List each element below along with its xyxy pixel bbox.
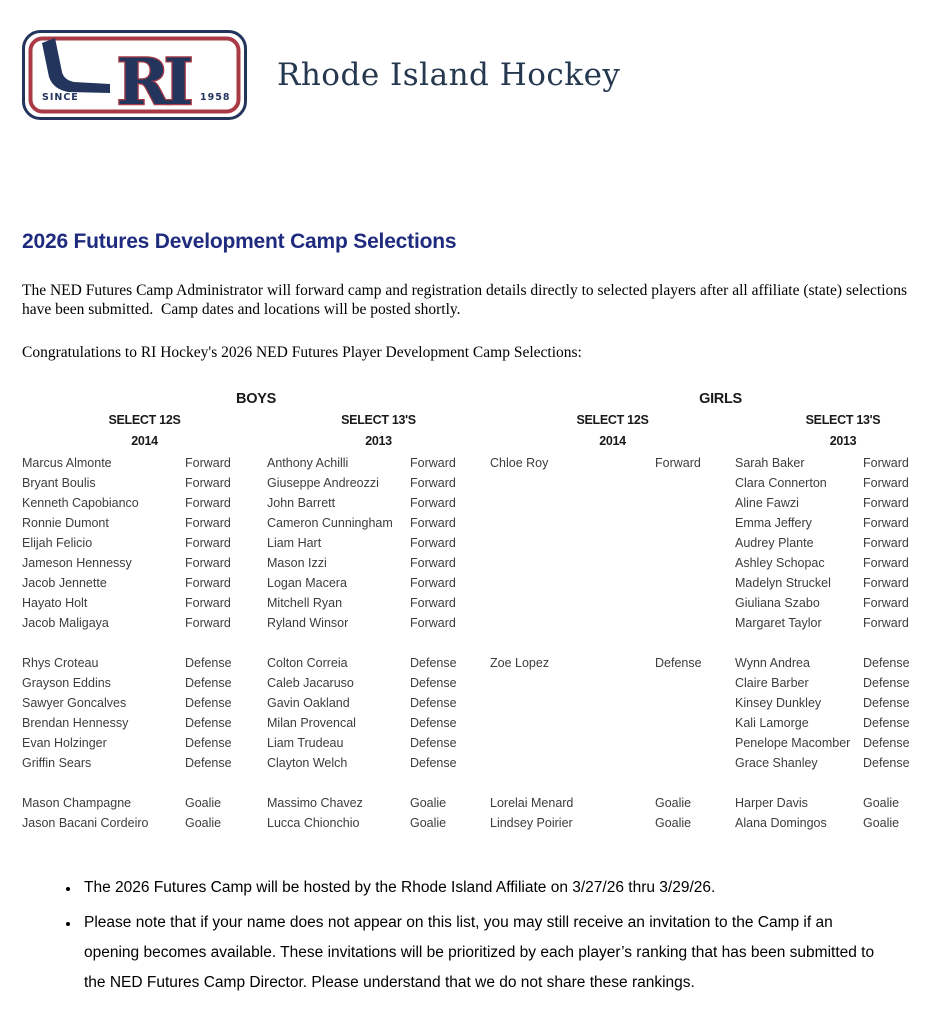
player-position: Forward bbox=[863, 536, 909, 550]
player-name: Kinsey Dunkley bbox=[735, 696, 822, 710]
player-position: Defense bbox=[863, 696, 910, 710]
player-position: Defense bbox=[185, 676, 232, 690]
player-name: Massimo Chavez bbox=[267, 796, 363, 810]
brand-wordmark: Rhode Island Hockey bbox=[277, 57, 621, 93]
player-position: Goalie bbox=[410, 796, 447, 810]
player-name: Ashley Schopac bbox=[735, 556, 825, 570]
player-name: Aline Fawzi bbox=[735, 496, 799, 510]
player-position: Forward bbox=[185, 496, 231, 510]
note-invitations: • Please note that if your name does not appear on this list, you may still receive an invitation to the Camp if an opening becomes available. These invitations will be prioritized by each player’s ranking that has been submitted to the NED Futures Camp Director. Please understand that we do not share these rankings. bbox=[80, 908, 887, 998]
player-name: Lindsey Poirier bbox=[490, 816, 573, 830]
section-spacer bbox=[22, 633, 951, 653]
player-name: Alana Domingos bbox=[735, 816, 827, 830]
player-position: Forward bbox=[410, 516, 456, 530]
player-position: Defense bbox=[185, 656, 232, 670]
player-name: Jacob Maligaya bbox=[22, 616, 109, 630]
select-header: SELECT 12S bbox=[576, 413, 649, 427]
player-name: Emma Jeffery bbox=[735, 516, 812, 530]
player-name: Bryant Boulis bbox=[22, 476, 96, 490]
player-name: Jacob Jennette bbox=[22, 576, 107, 590]
player-name: Margaret Taylor bbox=[735, 616, 822, 630]
player-name: Gavin Oakland bbox=[267, 696, 350, 710]
birth-year-header: 2013 bbox=[365, 434, 392, 448]
player-position: Forward bbox=[655, 456, 701, 470]
player-name: John Barrett bbox=[267, 496, 336, 510]
player-position: Goalie bbox=[863, 796, 900, 810]
player-name: Grace Shanley bbox=[735, 756, 818, 770]
player-position: Forward bbox=[185, 476, 231, 490]
section-spacer bbox=[22, 773, 951, 793]
player-position: Defense bbox=[410, 656, 457, 670]
player-position: Goalie bbox=[863, 816, 900, 830]
player-name: Ronnie Dumont bbox=[22, 516, 109, 530]
player-position: Forward bbox=[863, 456, 909, 470]
player-position: Defense bbox=[863, 656, 910, 670]
player-position: Forward bbox=[410, 456, 456, 470]
player-position: Defense bbox=[185, 756, 232, 770]
birth-year-header: 2013 bbox=[829, 434, 857, 448]
player-position bbox=[655, 713, 735, 733]
player-position: Forward bbox=[410, 616, 456, 630]
ri-hockey-logo bbox=[22, 30, 247, 120]
player-position: Forward bbox=[185, 576, 231, 590]
player-position: Goalie bbox=[655, 816, 692, 830]
player-position: Goalie bbox=[185, 796, 222, 810]
player-name: Penelope Macomber bbox=[735, 736, 851, 750]
player-name: Chloe Roy bbox=[490, 456, 549, 470]
player-name: Giuliana Szabo bbox=[735, 596, 820, 610]
player-name: Grayson Eddins bbox=[22, 676, 111, 690]
player-name: Clara Connerton bbox=[735, 476, 827, 490]
player-position: Goalie bbox=[185, 816, 222, 830]
player-position: Defense bbox=[185, 736, 232, 750]
player-name: Brendan Hennessy bbox=[22, 716, 129, 730]
player-position: Defense bbox=[185, 716, 232, 730]
player-position: Forward bbox=[185, 616, 231, 630]
player-position bbox=[655, 593, 735, 613]
player-position: Forward bbox=[863, 576, 909, 590]
player-position bbox=[655, 513, 735, 533]
player-position: Defense bbox=[410, 716, 457, 730]
player-position: Forward bbox=[863, 496, 909, 510]
player-name: Giuseppe Andreozzi bbox=[267, 476, 379, 490]
player-position: Forward bbox=[410, 556, 456, 570]
player-position bbox=[655, 533, 735, 553]
player-position: Defense bbox=[655, 656, 702, 670]
player-name bbox=[490, 533, 655, 553]
player-position: Forward bbox=[863, 616, 909, 630]
intro-paragraph: The NED Futures Camp Administrator will forward camp and registration details directly to selected players after all affiliate (state) selections have been submitted. Camp dates and locations will be posted shortly. bbox=[22, 282, 911, 318]
player-position: Defense bbox=[410, 756, 457, 770]
player-name: Anthony Achilli bbox=[267, 456, 349, 470]
select-header: SELECT 13'S bbox=[341, 413, 416, 427]
birth-year-header: 2014 bbox=[131, 434, 158, 448]
player-position bbox=[655, 573, 735, 593]
player-position: Forward bbox=[185, 556, 231, 570]
player-name: Logan Macera bbox=[267, 576, 347, 590]
birth-year-header: 2014 bbox=[599, 434, 626, 448]
player-name: Jason Bacani Cordeiro bbox=[22, 816, 149, 830]
player-name: Audrey Plante bbox=[735, 536, 814, 550]
player-position: Forward bbox=[185, 456, 231, 470]
player-position: Forward bbox=[410, 576, 456, 590]
player-name: Sarah Baker bbox=[735, 456, 805, 470]
player-position: Forward bbox=[185, 516, 231, 530]
player-position: Defense bbox=[863, 736, 910, 750]
player-name bbox=[490, 473, 655, 493]
player-position: Forward bbox=[863, 476, 909, 490]
player-position: Forward bbox=[863, 516, 909, 530]
masthead bbox=[22, 30, 951, 120]
player-name: Jameson Hennessy bbox=[22, 556, 132, 570]
player-name: Harper Davis bbox=[735, 796, 808, 810]
player-name bbox=[490, 573, 655, 593]
player-name: Sawyer Goncalves bbox=[22, 696, 127, 710]
player-position: Forward bbox=[863, 596, 909, 610]
player-name: Kali Lamorge bbox=[735, 716, 809, 730]
player-name bbox=[490, 693, 655, 713]
logo-ri-letters: RI bbox=[116, 45, 188, 120]
player-name bbox=[490, 713, 655, 733]
player-position: Goalie bbox=[410, 816, 447, 830]
player-position: Defense bbox=[863, 676, 910, 690]
footer-notes bbox=[62, 873, 887, 998]
player-name: Kenneth Capobianco bbox=[22, 496, 139, 510]
player-name: Liam Trudeau bbox=[267, 736, 344, 750]
player-position: Defense bbox=[410, 736, 457, 750]
player-name: Mason Izzi bbox=[267, 556, 327, 570]
player-name: Elijah Felicio bbox=[22, 536, 93, 550]
player-position: Forward bbox=[410, 596, 456, 610]
player-name: Mason Champagne bbox=[22, 796, 132, 810]
player-name: Caleb Jacaruso bbox=[267, 676, 354, 690]
player-name bbox=[490, 753, 655, 773]
player-name: Rhys Croteau bbox=[22, 656, 99, 670]
player-name bbox=[490, 673, 655, 693]
selections-table bbox=[22, 388, 951, 833]
player-position bbox=[655, 673, 735, 693]
player-position: Forward bbox=[410, 536, 456, 550]
player-position: Forward bbox=[185, 536, 231, 550]
player-name bbox=[490, 733, 655, 753]
player-name bbox=[490, 513, 655, 533]
player-name: Madelyn Struckel bbox=[735, 576, 831, 590]
player-name: Ryland Winsor bbox=[267, 616, 349, 630]
player-name: Marcus Almonte bbox=[22, 456, 112, 470]
player-name: Zoe Lopez bbox=[490, 656, 550, 670]
player-name: Griffin Sears bbox=[22, 756, 92, 770]
player-name: Milan Provencal bbox=[267, 716, 356, 730]
select-header: SELECT 12S bbox=[108, 413, 181, 427]
logo-year-text: 1958 bbox=[200, 92, 231, 103]
player-name: Hayato Holt bbox=[22, 596, 88, 610]
player-name: Evan Holzinger bbox=[22, 736, 107, 750]
player-position: Defense bbox=[863, 716, 910, 730]
player-position bbox=[655, 693, 735, 713]
logo-since-text: SINCE bbox=[42, 92, 79, 103]
page-title: 2026 Futures Development Camp Selections bbox=[22, 230, 457, 253]
player-position: Forward bbox=[410, 476, 456, 490]
player-position bbox=[655, 553, 735, 573]
player-name: Clayton Welch bbox=[267, 756, 348, 770]
player-position: Defense bbox=[185, 696, 232, 710]
player-name: Lucca Chionchio bbox=[267, 816, 360, 830]
player-name: Lorelai Menard bbox=[490, 796, 574, 810]
player-position bbox=[655, 473, 735, 493]
player-position: Forward bbox=[863, 556, 909, 570]
player-position: Defense bbox=[410, 676, 457, 690]
player-position: Forward bbox=[410, 496, 456, 510]
select-header: SELECT 13'S bbox=[805, 413, 881, 427]
group-header: BOYS bbox=[236, 391, 276, 407]
player-position: Defense bbox=[863, 756, 910, 770]
player-name: Cameron Cunningham bbox=[267, 516, 393, 530]
player-position: Forward bbox=[185, 596, 231, 610]
group-header: GIRLS bbox=[699, 391, 742, 407]
player-position bbox=[655, 733, 735, 753]
player-name: Colton Correia bbox=[267, 656, 348, 670]
player-position bbox=[655, 493, 735, 513]
player-position: Goalie bbox=[655, 796, 692, 810]
player-position: Defense bbox=[410, 696, 457, 710]
note-camp-dates: • The 2026 Futures Camp will be hosted by the Rhode Island Affiliate on 3/27/26 thru 3/29/26. bbox=[80, 873, 887, 903]
player-position bbox=[655, 613, 735, 633]
player-name: Liam Hart bbox=[267, 536, 322, 550]
player-name bbox=[490, 553, 655, 573]
player-position bbox=[655, 753, 735, 773]
congrats-paragraph: Congratulations to RI Hockey's 2026 NED Futures Player Development Camp Selections: bbox=[22, 344, 582, 361]
player-name bbox=[490, 493, 655, 513]
player-name: Wynn Andrea bbox=[735, 656, 810, 670]
player-name bbox=[490, 593, 655, 613]
player-name: Claire Barber bbox=[735, 676, 809, 690]
player-name bbox=[490, 613, 655, 633]
player-name: Mitchell Ryan bbox=[267, 596, 343, 610]
